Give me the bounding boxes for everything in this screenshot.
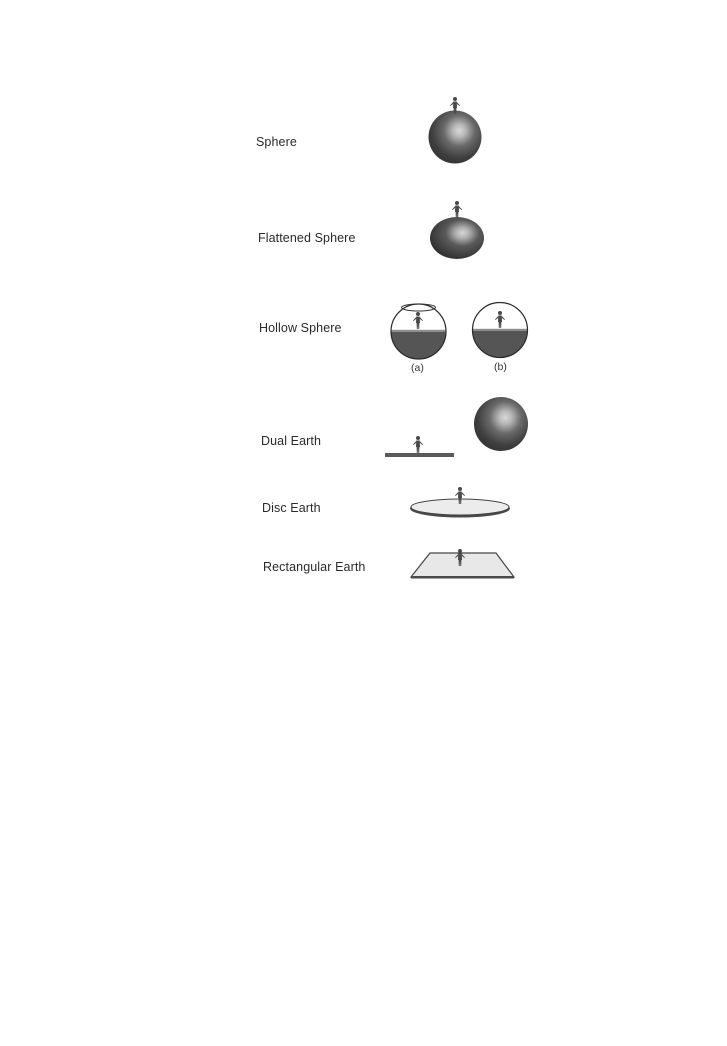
label-dual-earth: Dual Earth: [261, 434, 322, 448]
person-icon: [413, 436, 423, 453]
dual-earth-illustration: [385, 397, 528, 457]
sublabel-b: (b): [494, 361, 507, 373]
person-icon: [413, 312, 423, 329]
sublabel-a: (a): [411, 362, 424, 374]
disc-earth-illustration: [410, 487, 510, 518]
label-sphere: Sphere: [256, 135, 297, 149]
person-icon: [495, 311, 505, 328]
label-disc-earth: Disc Earth: [262, 501, 321, 515]
label-flattened-sphere: Flattened Sphere: [258, 231, 356, 245]
rectangular-earth-illustration: [411, 549, 514, 579]
person-icon: [452, 201, 462, 218]
flattened-sphere-illustration: [430, 201, 484, 259]
hollow-sphere-a-illustration: [390, 304, 448, 363]
label-rectangular-earth: Rectangular Earth: [263, 560, 366, 574]
sphere-illustration: [429, 97, 482, 164]
hollow-sphere-b-illustration: [471, 303, 529, 363]
label-hollow-sphere: Hollow Sphere: [259, 321, 342, 335]
